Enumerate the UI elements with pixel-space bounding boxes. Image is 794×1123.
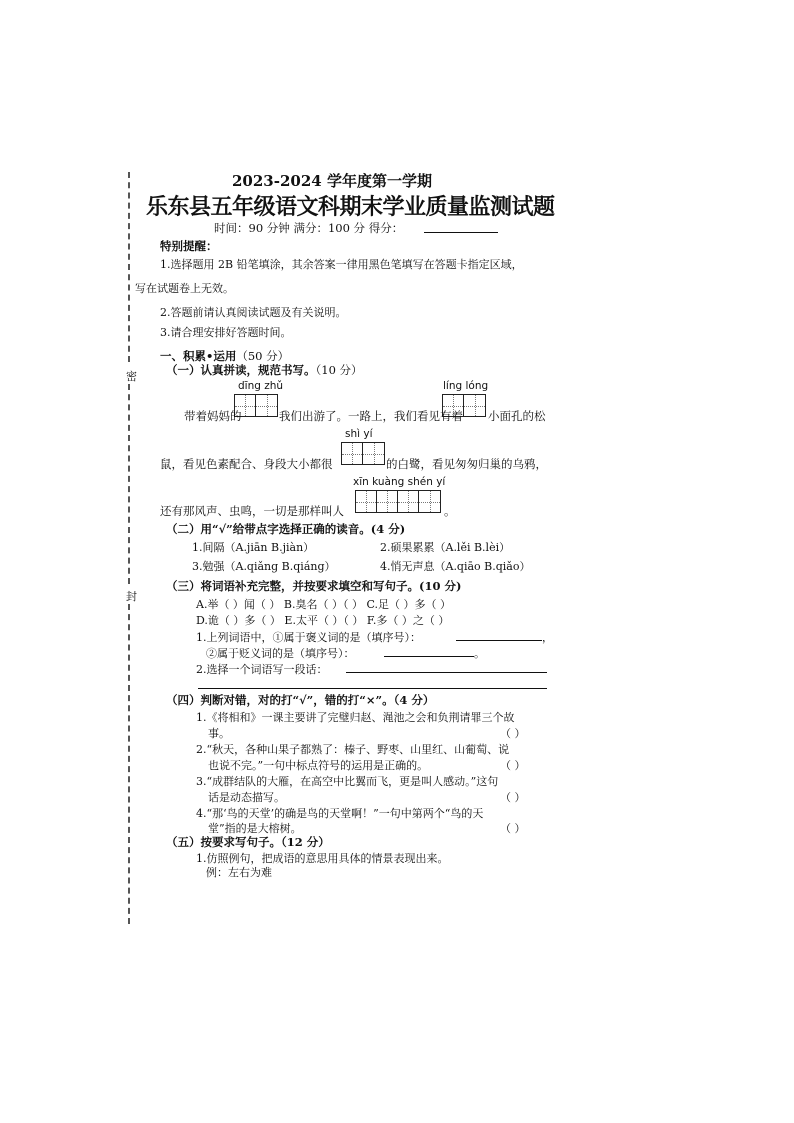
part1-heading: （一）认真拼读，规范书写。 [166,363,316,377]
part3-q2-blank-1[interactable] [346,672,547,673]
binding-line-bottom [128,604,130,924]
part2-q2: 2.硕果累累（A.lěi B.lèi） [380,541,511,554]
passage-line1-b: 我们出游了。一路上，我们看见有着 [279,409,463,423]
part4-q2-answer[interactable]: （ ） [500,759,526,772]
part3-q1a-blank[interactable] [456,640,542,641]
binding-line-top [128,172,130,362]
part4-title: （四）判断对错，对的打“√”，错的打“×”。（4 分） [166,693,435,707]
page-title: 乐东县五年级语文科期末学业质量监测试题 [146,194,555,220]
part4-q2a: 2.“秋天，各种山果子都熟了：榛子、野枣、山里红、山葡萄、说 [196,743,510,756]
part3-q1a-end: ， [542,631,553,644]
part3-q2: 2.选择一个词语写一段话： [196,663,328,676]
note-1b: 写在试题卷上无效。 [135,282,234,295]
passage-line2-b: 的白鹭，看见匆匆归巢的乌鸦， [386,457,547,471]
part5-example: 例：左右为难 [206,866,272,879]
meta-line: 时间：90 分钟 满分：100 分 得分： [214,221,404,235]
note-3: 3.请合理安排好答题时间。 [160,326,292,339]
part4-q4a: 4.“那‘鸟的天堂’的确是鸟的天堂啊！”一句中第两个“鸟的天 [196,807,484,820]
pinyin-4: xīn kuàng shén yí [353,476,446,488]
pinyin-1: dīng zhǔ [238,380,284,392]
part2-title: （二）用“√”给带点字选择正确的读音。(4 分) [166,522,406,536]
notes-heading: 特别提醒： [160,239,218,253]
part4-q3a: 3.“成群结队的大雁，在高空中比翼而飞，更是叫人感动。”这句 [196,775,499,788]
writing-grid-4[interactable] [355,490,441,513]
part4-q3b: 话是动态描写。 [208,791,285,804]
note-1a: 1.选择题用 2B 铅笔填涂，其余答案一律用黑色笔填写在答题卡指定区域， [160,258,523,271]
part5-title: （五）按要求写句子。（12 分） [166,835,330,849]
part3-q1b-end: 。 [474,647,485,660]
part3-q1b-blank[interactable] [384,656,474,657]
passage-line1-a: 带着妈妈的 [184,409,242,423]
score-blank[interactable] [424,232,498,233]
part4-q1b: 事。 [208,727,230,740]
part4-q4-answer[interactable]: （ ） [500,822,526,835]
binding-line-middle [128,384,130,584]
part4-q1-answer[interactable]: （ ） [500,727,526,740]
part2-q4: 4.悄无声息（A.qiāo B.qiǎo） [380,560,531,573]
writing-grid-3[interactable] [341,442,385,465]
passage-line2-a: 鼠，看见色素配合、身段大小都很 [160,457,333,471]
part3-row1: A.举（ ）闻（ ） B.臭名（ ）（ ） C.足（ ）多（ ） [196,598,452,611]
part2-q1: 1.间隔（A.jiān B.jiàn） [192,541,315,554]
passage-line1-c: 小面孔的松 [488,409,546,423]
part4-q4b: 堂”指的是大榕树。 [208,822,302,835]
part3-title: （三）将词语补充完整，并按要求填空和写句子。(10 分) [166,579,462,593]
pinyin-3: shì yí [345,428,373,440]
part3-q1b: ②属于贬义词的是（填序号）： [206,647,355,660]
margin-mi: 密 [126,370,137,383]
part5-q1: 1.仿照例句，把成语的意思用具体的情景表现出来。 [196,852,449,865]
part3-q1a: 1.上列词语中，①属于褒义词的是（填序号）： [196,631,421,644]
section1-heading: 一、积累•运用 [160,349,237,363]
passage-line3-b: 。 [444,504,456,518]
part1-title [166,362,363,378]
part1-score: （10 分） [315,363,363,377]
passage-line3-a: 还有那风声、虫鸣，一切是那样叫人 [160,504,344,518]
part4-q1a: 1.《将相和》一课主要讲了完璧归赵、渑池之会和负荆请罪三个故 [196,711,515,724]
part2-q3: 3.勉强（A.qiǎng B.qiáng） [192,560,336,573]
pinyin-2: líng lóng [443,380,489,392]
note-2: 2.答题前请认真阅读试题及有关说明。 [160,306,347,319]
part3-row2: D.诡（ ）多（ ） E.太平（ ）（ ） F.多（ ）之（ ） [196,614,450,627]
margin-feng: 封 [126,590,137,603]
year-line: 2023-2024 学年度第一学期 [232,172,432,190]
section1-score: （50 分） [236,349,290,363]
part4-q2b: 也说不完。”一句中标点符号的运用是正确的。 [208,759,429,772]
part3-q2-blank-2[interactable] [198,688,547,689]
part4-q3-answer[interactable]: （ ） [500,791,526,804]
